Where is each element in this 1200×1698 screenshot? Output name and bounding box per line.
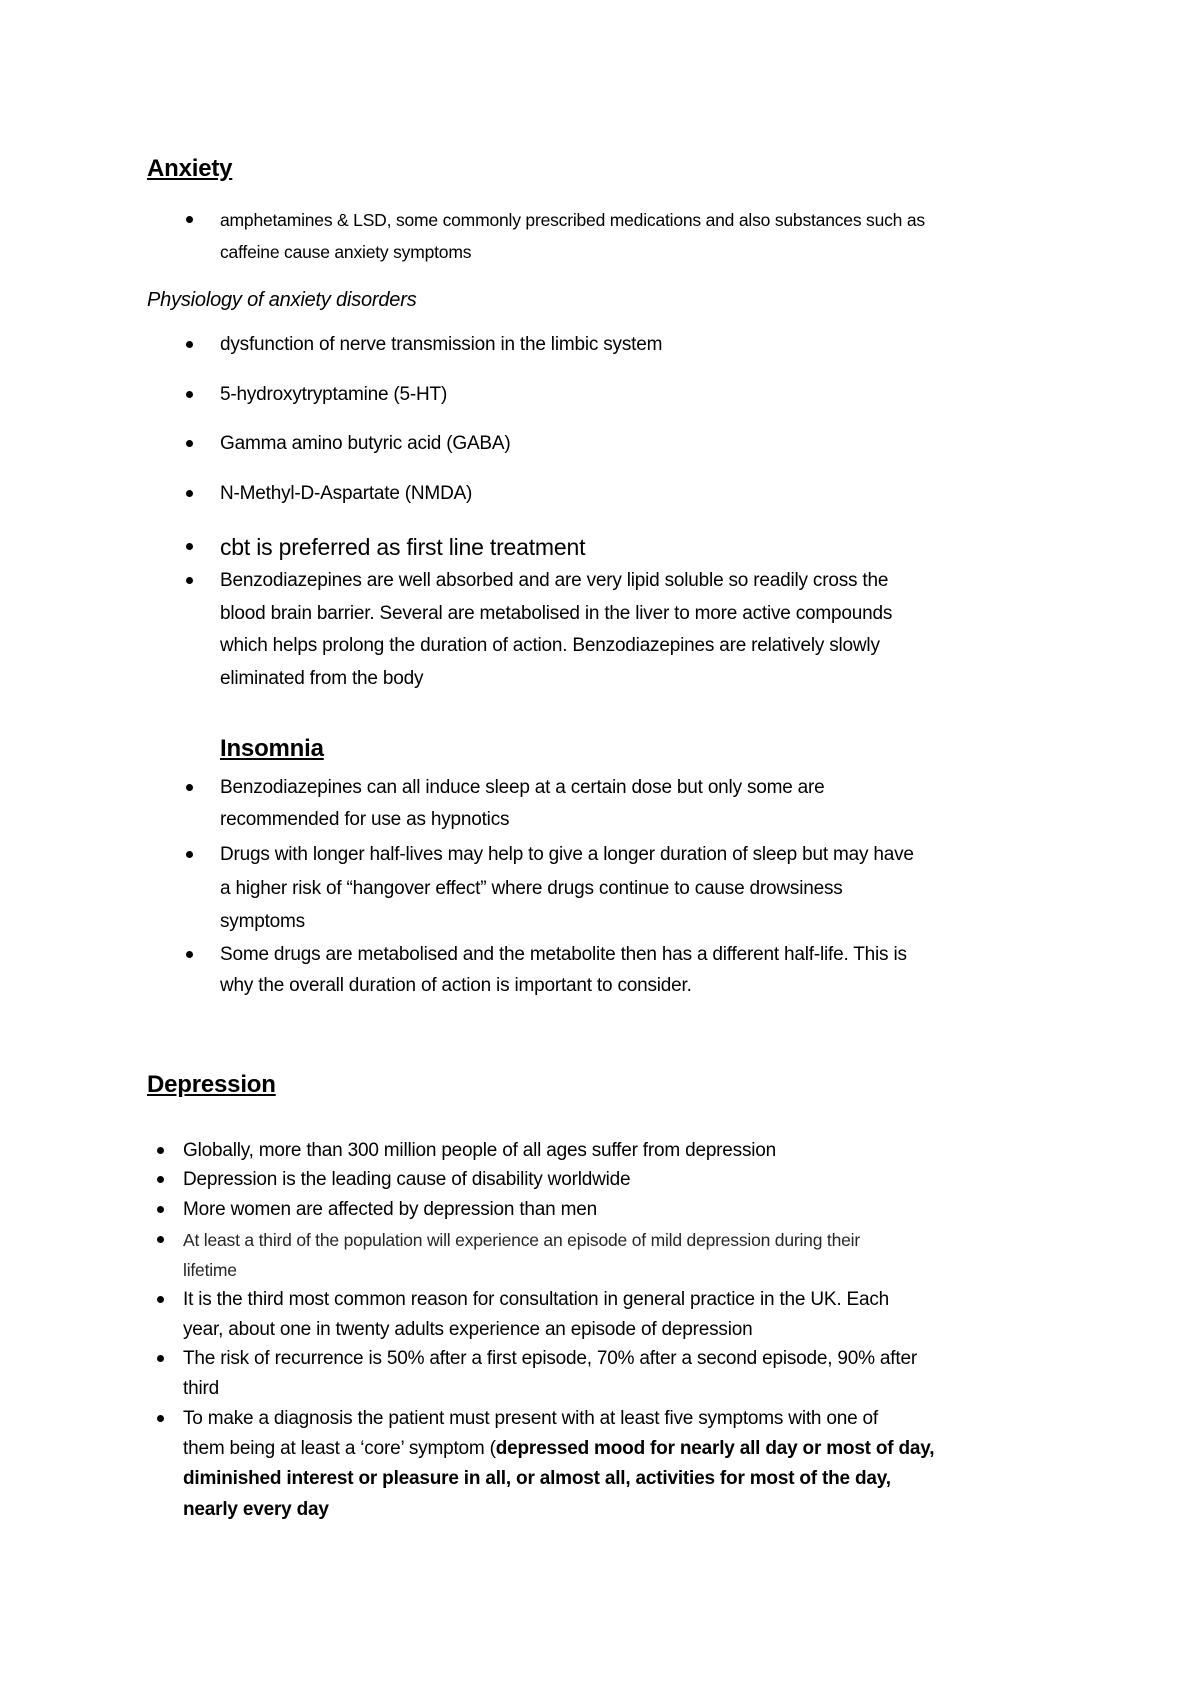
bullet-text-line: eliminated from the body — [220, 668, 424, 689]
bullet-text-line: At least a third of the population will experience an episode of mild depression during their — [183, 1230, 860, 1250]
bullet-text-line: To make a diagnosis the patient must present with at least five symptoms with one of — [183, 1408, 878, 1429]
bullet-text-line: dysfunction of nerve transmission in the limbic system — [220, 334, 663, 355]
bullet-text-line: recommended for use as hypnotics — [220, 809, 510, 830]
text-regular: them being at least a ‘core’ symptom ( — [183, 1438, 496, 1459]
bullet-icon — [157, 1415, 164, 1422]
bullet-text-line: Benzodiazepines can all induce sleep at a certain dose but only some are — [220, 777, 825, 798]
bullet-icon — [186, 543, 193, 550]
bullet-icon — [186, 851, 193, 858]
bullet-text-line: year, about one in twenty adults experience an episode of depression — [183, 1319, 753, 1340]
bullet-icon — [157, 1355, 164, 1362]
bullet-text-line: nearly every day — [183, 1499, 329, 1520]
bullet-icon — [186, 216, 193, 223]
bullet-icon — [186, 951, 193, 958]
bullet-text-line: Drugs with longer half-lives may help to give a longer duration of sleep but may have — [220, 844, 914, 865]
bullet-text-line: lifetime — [183, 1260, 237, 1280]
bullet-text-line: N-Methyl-D-Aspartate (NMDA) — [220, 483, 473, 504]
bullet-text-line: blood brain barrier. Several are metabolised in the liver to more active compounds — [220, 603, 893, 624]
bullet-text-line: Gamma amino butyric acid (GABA) — [220, 433, 511, 454]
bullet-icon — [186, 577, 193, 584]
section-heading-anxiety: Anxiety — [147, 155, 233, 182]
bullet-text-line: Some drugs are metabolised and the metabolite then has a different half-life. This is — [220, 944, 907, 965]
section-heading-insomnia: Insomnia — [220, 735, 324, 762]
bullet-icon — [186, 490, 193, 497]
bullet-text-line: Benzodiazepines are well absorbed and are very lipid soluble so readily cross the — [220, 570, 889, 591]
bullet-text-line: The risk of recurrence is 50% after a first episode, 70% after a second episode, 90% after — [183, 1348, 917, 1369]
bullet-text-line: which helps prolong the duration of action. Benzodiazepines are relatively slowly — [220, 635, 880, 656]
bullet-icon — [157, 1176, 164, 1183]
bullet-text-line: Depression is the leading cause of disability worldwide — [183, 1169, 631, 1190]
bullet-text-line: diminished interest or pleasure in all, or almost all, activities for most of the day, — [183, 1468, 891, 1489]
bullet-text-line: More women are affected by depression than men — [183, 1199, 597, 1220]
bullet-text-line: third — [183, 1378, 219, 1399]
bullet-icon — [186, 784, 193, 791]
bullet-text-line: cbt is preferred as first line treatment — [220, 534, 586, 560]
bullet-text-line: caffeine cause anxiety symptoms — [220, 242, 472, 262]
bullet-text-line: 5-hydroxytryptamine (5-HT) — [220, 384, 448, 405]
bullet-text-line: amphetamines & LSD, some commonly prescribed medications and also substances such as — [220, 210, 925, 230]
bullet-icon — [186, 440, 193, 447]
bullet-icon — [157, 1147, 164, 1154]
bullet-icon — [186, 341, 193, 348]
bullet-text-line: It is the third most common reason for consultation in general practice in the UK. Each — [183, 1289, 890, 1310]
bullet-text-line: why the overall duration of action is important to consider. — [220, 975, 692, 996]
bullet-icon — [186, 391, 193, 398]
bullet-icon — [157, 1296, 164, 1303]
bullet-text-line: symptoms — [220, 911, 305, 932]
section-heading-depression: Depression — [147, 1071, 276, 1098]
bullet-text-line: a higher risk of “hangover effect” where drugs continue to cause drowsiness — [220, 878, 843, 899]
bullet-text-line — [183, 1437, 934, 1461]
text-bold: depressed mood for nearly all day or most of day, — [495, 1438, 935, 1459]
subheading-physiology: Physiology of anxiety disorders — [147, 289, 417, 311]
bullet-icon — [157, 1236, 164, 1243]
bullet-icon — [157, 1206, 164, 1213]
bullet-text-line: Globally, more than 300 million people of all ages suffer from depression — [183, 1140, 777, 1161]
